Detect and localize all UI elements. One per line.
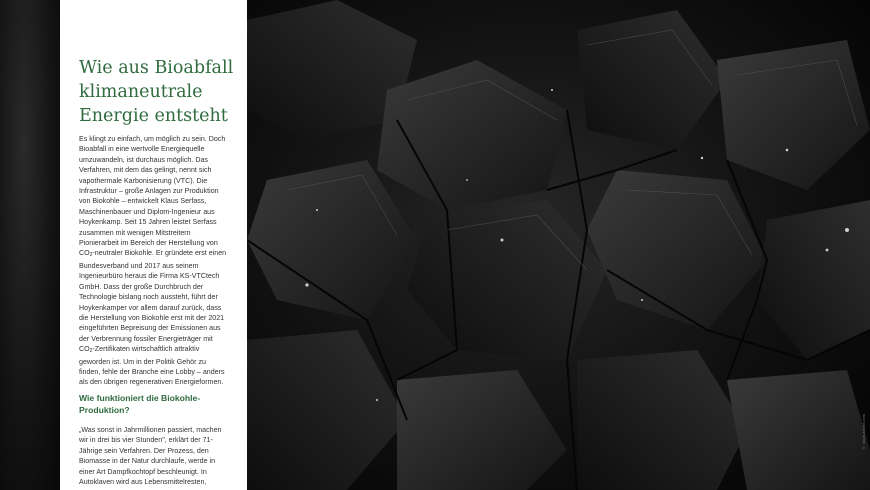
section-subheading: Wie funktioniert die Biokohle-Produktion? (79, 393, 201, 415)
article-paragraph (79, 134, 229, 388)
co2-subscript: 2 (89, 348, 93, 355)
paragraph-text: Es klingt zu einfach, um möglich zu sein. Doch Bioabfall in eine wertvolle Energiequelle umzuwandeln, ist durchaus möglich. Das Verfahren, mit dem das gelingt, nennt sich vapothermale Karbonisierung (VTC). Die Infrastruktur – große Anlagen zur Produktion von Biokohle – entwickelt Klaus Serfass, Maschinenbauer und Diplom-Ingenieur aus Hoykenkamp. Seit 15 Jahren leistet Serfass zusammen mit wenigen Mitstreitern Pionierarbeit im Bereich der Herstellung von CO (79, 135, 226, 258)
charcoal-texture-image (247, 0, 870, 490)
paragraph-text: -neutraler Biokohle. Er gründete erst einen Bundesverband und 2017 aus seinem Ingenieurbüro heraus die Firma KS-VTCtech GmbH. Dass der große Durchbruch der Technologie bislang noch aussteht, führt der Hoykenkamper vor allem darauf zurück, dass die Herstellung von Biokohle erst mit der 2021 eingeführten Bepreisung der Emissionen aus der Verbrennung fossiler Energieträger mit CO (79, 249, 227, 354)
paragraph-text: -Zertifikaten wirtschaftlich attraktiv geworden ist. Um in der Politik Gehör zu finden, fehle der Branche eine Lobby – anders als den übrigen regenerativen Energieformen. (79, 345, 225, 387)
left-photo-strip (0, 0, 60, 490)
article-headline: Wie aus Bioabfall klimaneutrale Energie entsteht (79, 58, 234, 126)
biochar-photo (247, 0, 870, 490)
photo-credit: © stock.adobe.com (861, 413, 866, 450)
article-paragraph-2: „Was sonst in Jahrmillionen passiert, machen wir in drei bis vier Stunden", erklärt der 71-Jährige sein Verfahren. Der Prozess, den Biomasse in der Natur durchlaufe, werde in einer Art Dampfkochtopf beschleunigt. In Autoklaven wird aus Lebensmittelresten, (79, 426, 222, 487)
co2-subscript: 2 (89, 252, 93, 259)
article-column (60, 0, 247, 490)
